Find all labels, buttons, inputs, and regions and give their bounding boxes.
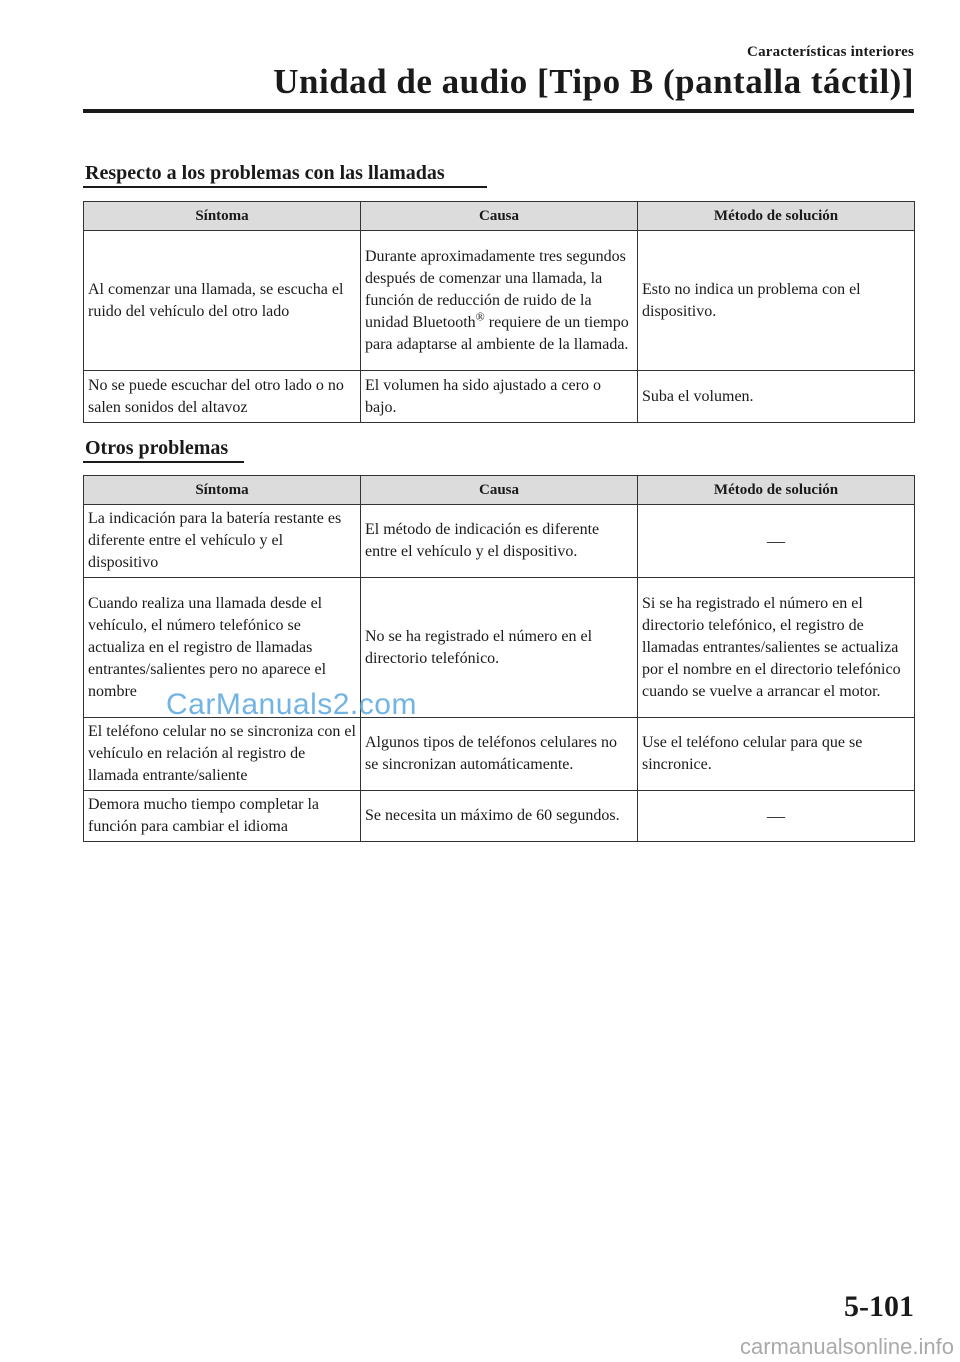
header-solution: Método de solución — [638, 202, 915, 231]
cause-text: Durante aproximadamente tres segundos después de comenzar una llamada, la función de reducción de ruido de la unidad Bluetooth — [365, 247, 626, 331]
solution-cell: Si se ha registrado el número en el directorio telefónico, el registro de llamadas entrantes/salientes se actualiza por el nombre en el directorio telefónico cuando se vuelve a arrancar el motor. — [638, 578, 915, 718]
chapter-label: Características interiores — [747, 44, 914, 60]
page-title: Unidad de audio [Tipo B (pantalla táctil)] — [273, 62, 914, 101]
header-symptom: Síntoma — [84, 476, 361, 505]
watermark-logo: CarManuals2.com — [166, 688, 417, 721]
symptom-cell: No se puede escuchar del otro lado o no salen sonidos del altavoz — [84, 371, 361, 423]
table-header-row — [84, 476, 915, 505]
symptom-cell: El teléfono celular no se sincroniza con el vehículo en relación al registro de llamada entrante/saliente — [84, 718, 361, 791]
header-symptom: Síntoma — [84, 202, 361, 231]
solution-cell: Suba el volumen. — [638, 371, 915, 423]
other-troubleshooting-table — [83, 475, 915, 842]
header-rule — [83, 109, 914, 113]
table-row — [84, 371, 915, 423]
page-number: 5-101 — [844, 1290, 914, 1323]
registered-mark: ® — [475, 309, 485, 324]
cause-text-end: requiere de un tiempo para adaptarse al ambiente de la llamada. — [365, 313, 629, 353]
header-solution: Método de solución — [638, 476, 915, 505]
cause-cell: Algunos tipos de teléfonos celulares no se sincronizan automáticamente. — [361, 718, 638, 791]
table-header-row — [84, 202, 915, 231]
cause-cell — [361, 231, 638, 371]
symptom-cell: Al comenzar una llamada, se escucha el ruido del vehículo del otro lado — [84, 231, 361, 371]
section-title-other: Otros problemas — [85, 437, 229, 459]
table-row — [84, 231, 915, 371]
symptom-cell: Demora mucho tiempo completar la función para cambiar el idioma — [84, 791, 361, 842]
section-title-calls: Respecto a los problemas con las llamadas — [85, 162, 445, 184]
header-cause: Causa — [361, 476, 638, 505]
symptom-cell: Cuando realiza una llamada desde el vehículo, el número telefónico se actualiza en el registro de llamadas entrantes/salientes pero no aparece el nombre — [84, 578, 361, 718]
symptom-cell: La indicación para la batería restante es diferente entre el vehículo y el dispositivo — [84, 505, 361, 578]
solution-cell: — — [638, 505, 915, 578]
table-row — [84, 505, 915, 578]
header-cause: Causa — [361, 202, 638, 231]
section-underline — [83, 461, 244, 463]
cause-cell: El volumen ha sido ajustado a cero o bajo. — [361, 371, 638, 423]
section-underline — [83, 186, 487, 188]
calls-troubleshooting-table — [83, 201, 915, 423]
solution-cell: Use el teléfono celular para que se sincronice. — [638, 718, 915, 791]
table-row — [84, 718, 915, 791]
cause-cell: No se ha registrado el número en el directorio telefónico. — [361, 578, 638, 718]
cause-cell: Se necesita un máximo de 60 segundos. — [361, 791, 638, 842]
solution-cell: Esto no indica un problema con el dispositivo. — [638, 231, 915, 371]
solution-cell: — — [638, 791, 915, 842]
table-row — [84, 791, 915, 842]
footer-watermark: carmanualsonline.info — [739, 1334, 954, 1359]
cause-cell: El método de indicación es diferente entre el vehículo y el dispositivo. — [361, 505, 638, 578]
